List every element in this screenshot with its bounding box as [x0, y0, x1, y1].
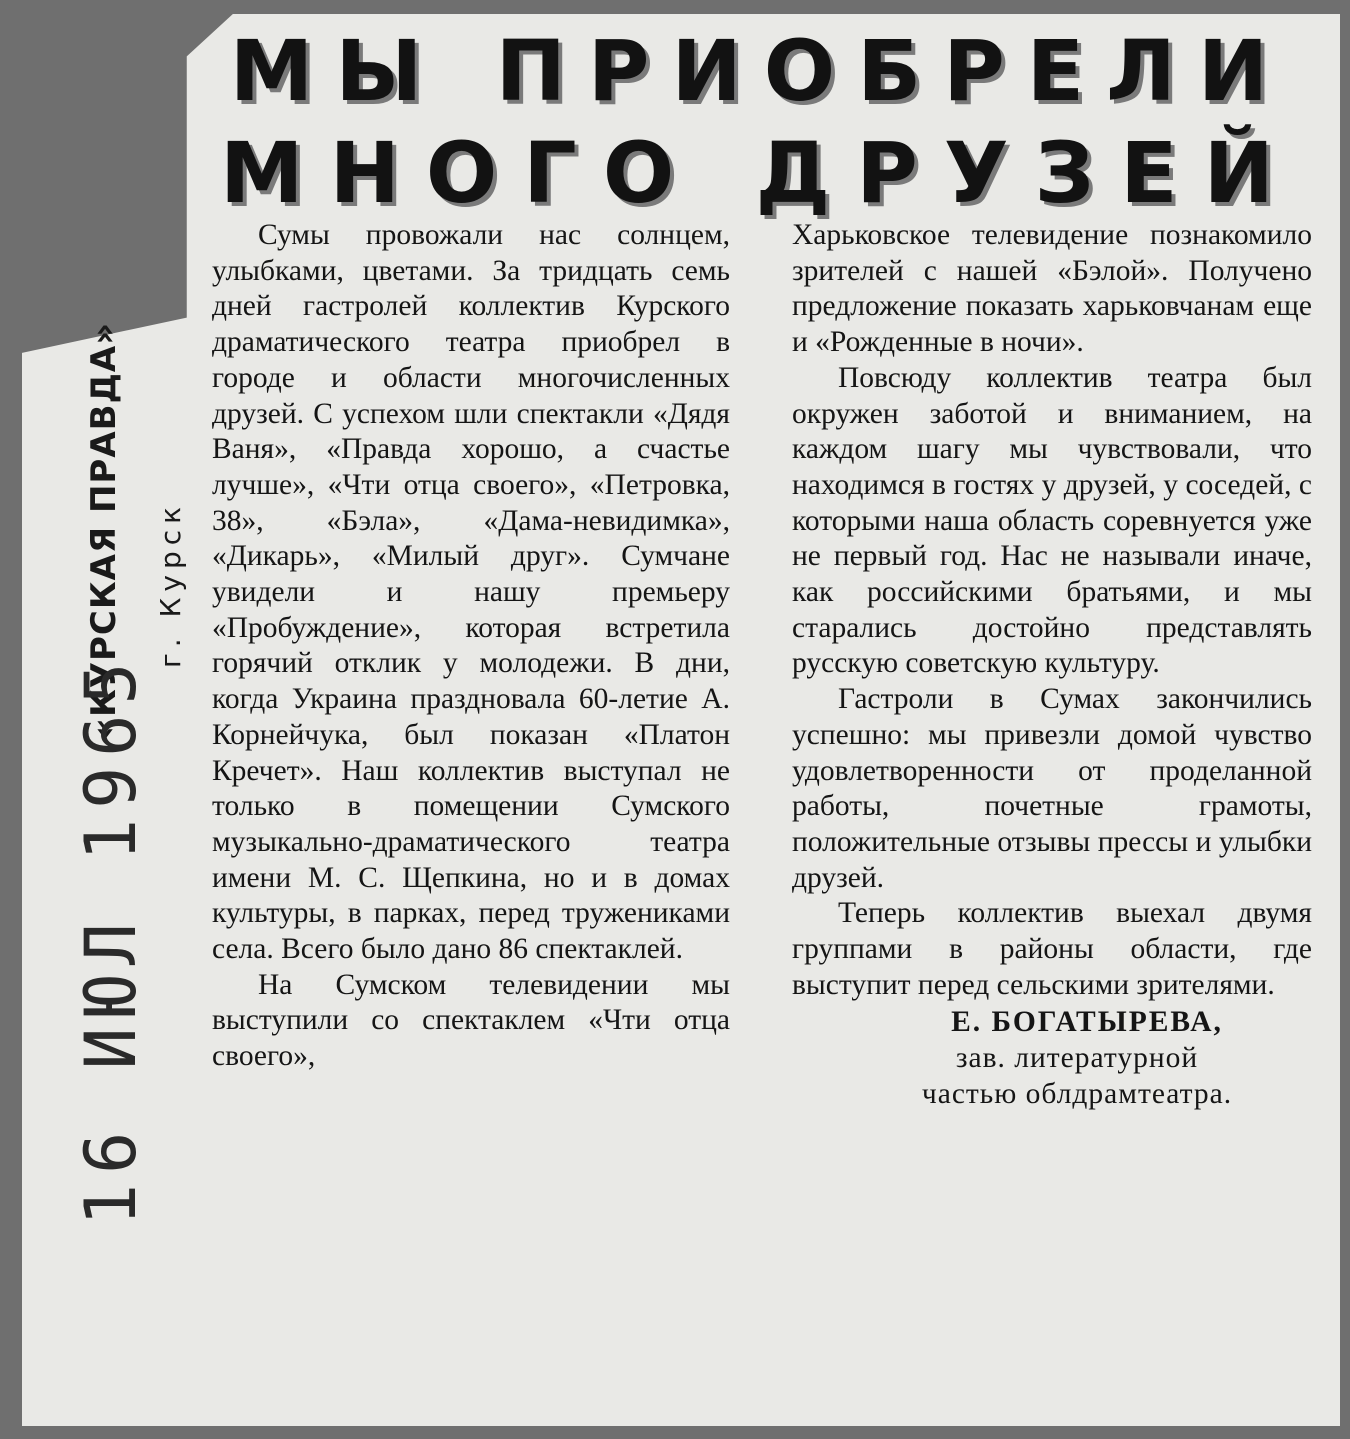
paragraph: Харьковское телевидение познакомило зрителей с нашей «Бэлой». Получено предложение показать харьковчанам еще и «Рожденные в ночи». — [792, 219, 1312, 359]
paragraph: Сумы провожали нас солнцем, улыбками, цветами. За тридцать семь дней гастролей коллектив Курского драматического театра приобрел в городе и области многочисленных друзей. С успехом шли спектакли «Дядя Ваня», «Правда хорошо, а счастье лучше», «Чти отца своего», «Петровка, 38», «Бэла», «Дама-невидимка», «Дикарь», «Милый друг». Сумчане увидели и нашу премьеру «Пробуждение», которая встретила горячий отклик у молодежи. В дни, когда Украина праздновала 60-летие А. Корнейчука, был показан «Платон Кречет». Наш коллектив выступал не только в помещении Сумского музыкально-драматического театра имени М. С. Щепкина, но и в домах культуры, в парках, перед тружениками села. Всего было дано 86 спектаклей. — [212, 219, 730, 966]
headline-line-1: МЫ ПРИОБРЕЛИ — [229, 22, 1291, 120]
article-column-left — [212, 218, 730, 1075]
paragraph: На Сумском телевидении мы выступили со спектаклем «Чти отца своего», — [212, 968, 730, 1073]
paragraph: Повсюду коллектив театра был окружен заботой и вниманием, на каждом шагу мы чувствовали, что находимся в гостях у друзей, у соседей, с которыми наша область соревнуется уже не первый год. Нас не называли иначе, как российскими братьями, и мы старались достойно представлять русскую советскую культуру. — [792, 361, 1312, 680]
article-column-right — [792, 218, 1312, 1113]
paragraph: Гастроли в Сумах закончились успешно: мы привезли домой чувство удовлетворенности от проделанной работы, почетные грамоты, положительные отзывы прессы и улыбки друзей. — [792, 683, 1312, 894]
author-position-line-1: зав. литературной — [955, 1042, 1199, 1075]
date-stamp: 16 ИЮЛ 1965 — [70, 652, 152, 1226]
newspaper-name: «КУРСКАЯ ПРАВДА» — [84, 321, 124, 740]
city-label: г. Курск — [154, 500, 187, 668]
author-position-line-2: частью облдрамтеатра. — [921, 1077, 1233, 1110]
author-name: Е. БОГАТЫРЕВА, — [951, 1006, 1223, 1039]
headline-line-2: МНОГО ДРУЗЕЙ — [220, 124, 1300, 222]
paragraph: Теперь коллектив выехал двумя группами в районы области, где выступит перед сельскими зрителями. — [792, 897, 1312, 1001]
